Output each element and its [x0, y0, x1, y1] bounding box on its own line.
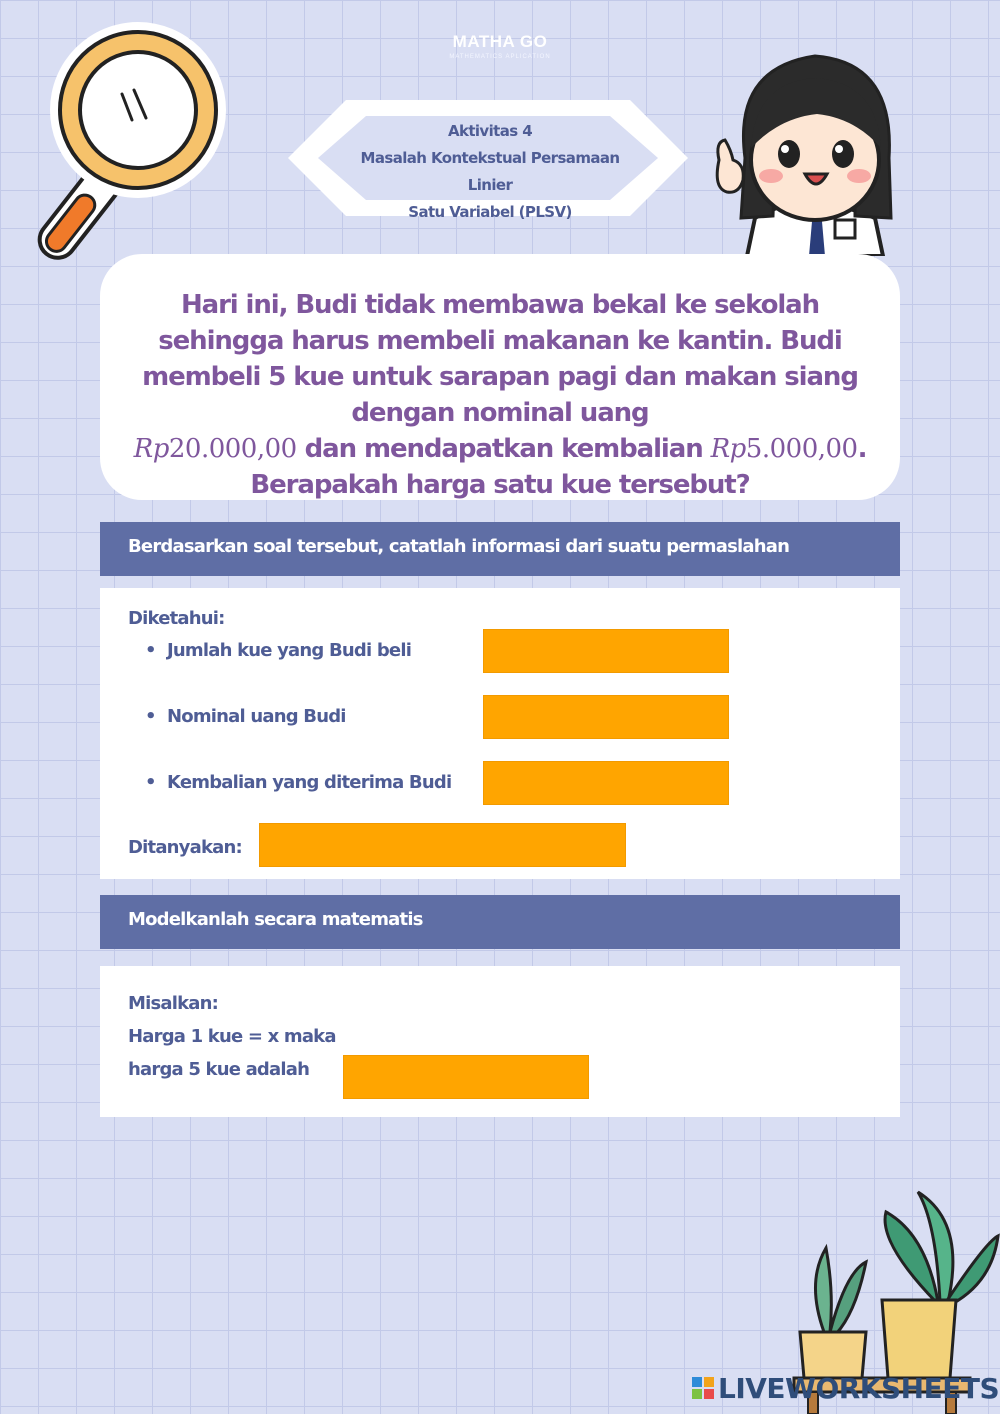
info-section-header — [100, 522, 900, 576]
problem-text-part2: dan mendapatkan kembalian — [304, 434, 703, 464]
change-amount — [711, 434, 858, 464]
change-amount-value: 5.000,00 — [745, 434, 858, 464]
activity-banner — [340, 118, 640, 226]
cakes-count-input[interactable] — [483, 629, 729, 673]
known-item-money-label: • Nominal uang Budi — [167, 706, 346, 727]
known-item-cakes-label: • Jumlah kue yang Budi beli — [167, 640, 411, 661]
liveworksheets-watermark — [692, 1372, 1000, 1406]
currency-symbol: Rp — [710, 434, 746, 464]
five-cakes-price-input[interactable] — [343, 1055, 589, 1099]
currency-symbol: Rp — [133, 434, 169, 464]
liveworksheets-logo-icon — [692, 1377, 714, 1401]
change-amount-input[interactable] — [483, 761, 729, 805]
let-label: Misalkan: — [128, 993, 219, 1014]
magnifying-glass-icon — [0, 14, 230, 264]
model-section-title: Modelkanlah secara matematis — [128, 909, 423, 930]
logo-name: MATHA GO — [452, 32, 548, 51]
activity-title: Masalah Kontekstual Persamaan Linier — [360, 149, 620, 194]
app-logo — [438, 32, 562, 60]
student-girl-illustration — [705, 48, 905, 256]
activity-number: Aktivitas 4 — [447, 122, 533, 140]
activity-subtitle: Satu Variabel (PLSV) — [408, 203, 572, 221]
problem-question: Berapakah harga satu kue tersebut? — [250, 470, 750, 500]
asked-label: Ditanyakan: — [128, 837, 242, 858]
asked-input[interactable] — [259, 823, 626, 867]
known-item-change-label: • Kembalian yang diterima Budi — [167, 772, 451, 793]
info-section-title: Berdasarkan soal tersebut, catatlah informasi dari suatu permaslahan — [128, 536, 790, 557]
logo-tagline: MATHEMATICS APLICATION — [449, 54, 551, 60]
amount-paid-value: 20.000,00 — [168, 434, 297, 464]
known-label: Diketahui: — [128, 608, 225, 629]
money-amount-input[interactable] — [483, 695, 729, 739]
model-line-2: harga 5 kue adalah — [128, 1059, 310, 1080]
liveworksheets-brand: LIVEWORKSHEETS — [718, 1372, 1000, 1405]
problem-text-part1: Hari ini, Budi tidak membawa bekal ke sekolah sehingga harus membeli makanan ke kantin. Budi membeli 5 kue untuk sarapan pagi dan makan siang dengan nominal uang — [142, 290, 858, 428]
model-section-header — [100, 895, 900, 949]
model-line-1: Harga 1 kue = x maka — [128, 1026, 336, 1047]
problem-text-part3: . — [857, 434, 867, 464]
amount-paid — [134, 434, 297, 464]
problem-statement — [128, 287, 872, 503]
